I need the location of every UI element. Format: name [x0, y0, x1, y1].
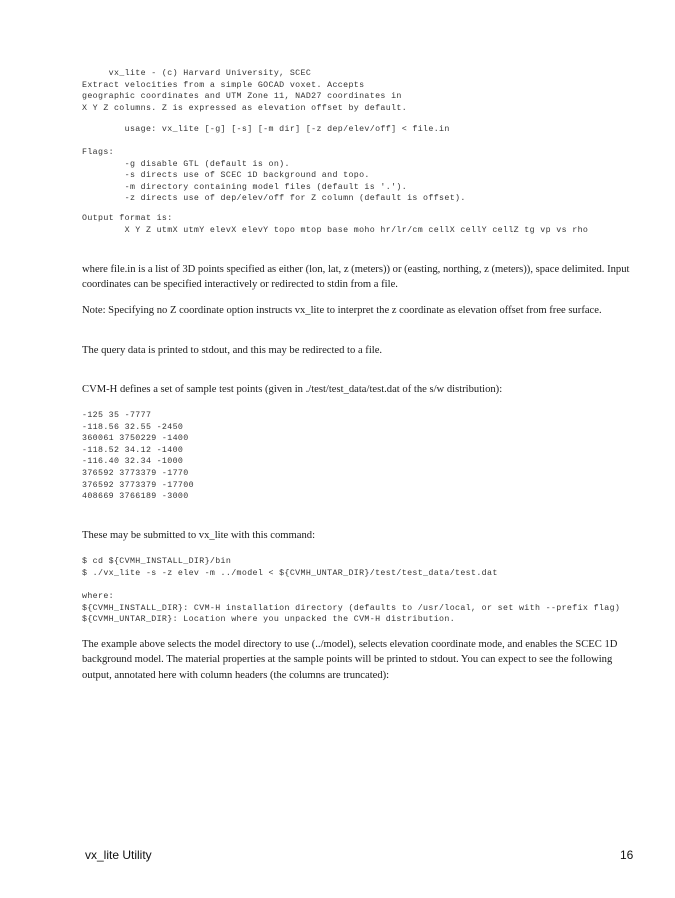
where-heading: where: [82, 592, 114, 601]
header-line: vx_lite - (c) Harvard University, SCEC [82, 69, 312, 78]
flag-line: -z directs use of dep/elev/off for Z column (default is offset). [82, 194, 466, 204]
paragraph-input-description: where file.in is a list of 3D points specified as either (lon, lat, z (meters)) or (easting, northing, z (meters)), space delimited. Input coordinates can be specified interactively or redirected to stdin from a file. [82, 264, 630, 291]
flags-block [82, 147, 466, 205]
flag-line: -g disable GTL (default is on). [82, 159, 290, 169]
usage-line: usage: vx_lite [-g] [-s] [-m dir] [-z dep/elev/off] < file.in [82, 125, 450, 134]
flag-line: -s directs use of SCEC 1D background and topo. [82, 171, 370, 181]
sample-point-line: -125 35 -7777 [82, 411, 152, 420]
sample-points-block [82, 410, 194, 503]
command-block [82, 556, 498, 579]
paragraph-example-explanation: The example above selects the model directory to use (../model), selects elevation coordinate mode, and enables the SCEC 1D background model. The material properties at the sample points will be printed to stdout. You can expect to see the following output, annotated here with column headers (the columns are truncated): [82, 639, 618, 681]
footer-title: vx_lite Utility [85, 848, 152, 862]
header-line: Extract velocities from a simple GOCAD voxet. Accepts [82, 80, 365, 90]
sample-point-line: -116.40 32.34 -1000 [82, 457, 184, 467]
sample-point-line: 376592 3773379 -1770 [82, 468, 189, 478]
header-line: X Y Z columns. Z is expressed as elevation offset by default. [82, 103, 408, 113]
output-heading: Output format is: [82, 214, 173, 223]
program-header-block [82, 68, 407, 114]
paragraph-sample-points-intro: CVM-H defines a set of sample test points (given in ./test/test_data/test.dat of the s/w distribution): [82, 384, 503, 395]
output-columns: X Y Z utmX utmY elevX elevY topo mtop base moho hr/lr/cm cellX cellY cellZ tg vp vs rho [82, 225, 589, 235]
where-block [82, 591, 620, 626]
header-line: geographic coordinates and UTM Zone 11, NAD27 coordinates in [82, 92, 402, 102]
paragraph-submit-command: These may be submitted to vx_lite with this command: [82, 530, 316, 541]
flag-line: -m directory containing model files (default is '.'). [82, 182, 408, 192]
sample-point-line: -118.52 34.12 -1400 [82, 445, 184, 455]
sample-point-line: 360061 3750229 -1400 [82, 434, 189, 444]
output-format-block [82, 213, 588, 236]
command-line: $ ./vx_lite -s -z elev -m ../model < ${CVMH_UNTAR_DIR}/test/test_data/test.dat [82, 568, 498, 578]
sample-point-line: -118.56 32.55 -2450 [82, 422, 184, 432]
where-line: ${CVMH_UNTAR_DIR}: Location where you unpacked the CVM-H distribution. [82, 615, 456, 625]
flags-heading: Flags: [82, 148, 114, 157]
sample-point-line: 408669 3766189 -3000 [82, 492, 189, 502]
sample-point-line: 376592 3773379 -17700 [82, 480, 194, 490]
footer-page-number: 16 [620, 848, 634, 862]
paragraph-query-output: The query data is printed to stdout, and this may be redirected to a file. [82, 345, 383, 356]
where-line: ${CVMH_INSTALL_DIR}: CVM-H installation directory (defaults to /usr/local, or set with --prefix flag) [82, 603, 621, 613]
command-line: $ cd ${CVMH_INSTALL_DIR}/bin [82, 557, 232, 566]
paragraph-z-coordinate-note: Note: Specifying no Z coordinate option instructs vx_lite to interpret the z coordinate as elevation offset from free surface. [82, 305, 602, 316]
